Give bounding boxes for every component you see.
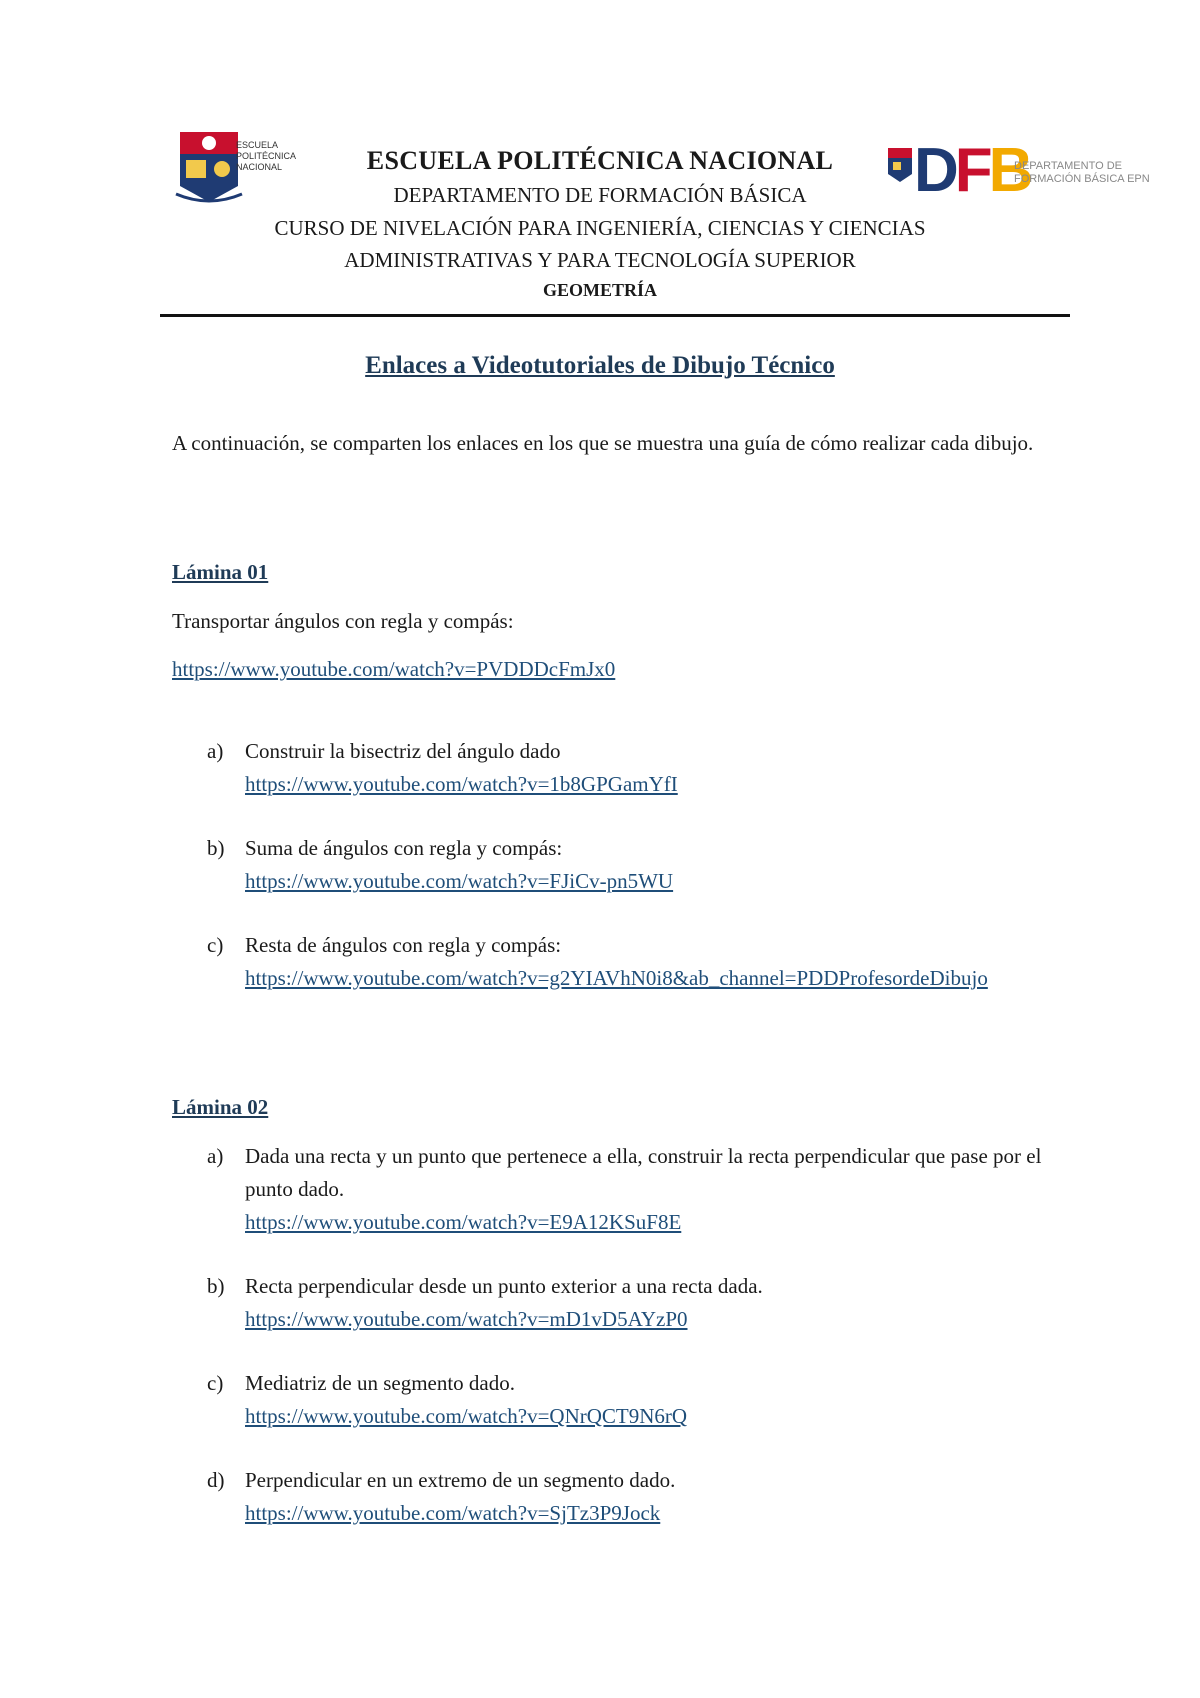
- section-heading-lamina-02: Lámina 02: [172, 1095, 269, 1119]
- video-link[interactable]: https://www.youtube.com/watch?v=g2YIAVhN0i8&ab_channel=PDDProfesordeDibujo: [245, 966, 988, 990]
- intro-paragraph: A continuación, se comparten los enlaces en los que se muestra una guía de cómo realizar cada dibujo.: [172, 431, 1034, 455]
- list-item-text: Construir la bisectriz del ángulo dado: [245, 739, 561, 763]
- lamina-01-lead-text: Transportar ángulos con regla y compás:: [172, 609, 514, 633]
- subject-title: GEOMETRÍA: [542, 280, 657, 300]
- page-title: Enlaces a Videotutoriales de Dibujo Técnico: [365, 352, 835, 379]
- list-marker: c): [207, 1371, 224, 1395]
- list-marker: a): [207, 739, 224, 763]
- lamina-01-lead-link[interactable]: https://www.youtube.com/watch?v=PVDDDcFmJx0: [172, 657, 616, 681]
- list-item-text: Dada una recta y un punto que pertenece a ella, construir la recta perpendicular que pase por el punto dado.: [245, 1144, 1042, 1201]
- list-item-text: Mediatriz de un segmento dado.: [245, 1371, 516, 1395]
- course-line-1: CURSO DE NIVELACIÓN PARA INGENIERÍA, CIENCIAS Y CIENCIAS: [274, 216, 926, 240]
- video-link[interactable]: https://www.youtube.com/watch?v=E9A12KSuF8E: [245, 1210, 682, 1234]
- section-heading-lamina-01: Lámina 01: [172, 560, 269, 584]
- video-link[interactable]: https://www.youtube.com/watch?v=1b8GPGamYfI: [245, 772, 678, 796]
- dfb-logo: [884, 136, 1174, 208]
- course-line-2: ADMINISTRATIVAS Y PARA TECNOLOGÍA SUPERIOR: [344, 248, 856, 272]
- list-item: [207, 929, 1037, 995]
- list-item-text: Recta perpendicular desde un punto exterior a una recta dada.: [245, 1274, 763, 1298]
- list-item: [207, 735, 1067, 801]
- list-item: [207, 1270, 1067, 1336]
- dfb-logo-text: DEPARTAMENTO DE FORMACIÓN BÁSICA EPN: [1014, 160, 1150, 185]
- list-item: [207, 832, 1067, 898]
- list-item: [207, 1140, 1067, 1239]
- video-link[interactable]: https://www.youtube.com/watch?v=FJiCv-pn5WU: [245, 869, 674, 893]
- list-marker: c): [207, 933, 224, 957]
- list-marker: b): [207, 1274, 225, 1298]
- school-name: ESCUELA POLITÉCNICA NACIONAL: [366, 146, 834, 175]
- list-item-text: Perpendicular en un extremo de un segmento dado.: [245, 1468, 676, 1492]
- dfb-letters: DFB: [914, 136, 1030, 205]
- video-link[interactable]: https://www.youtube.com/watch?v=mD1vD5AYzP0: [245, 1307, 688, 1331]
- department-name: DEPARTAMENTO DE FORMACIÓN BÁSICA: [393, 183, 807, 207]
- list-item-text: Suma de ángulos con regla y compás:: [245, 836, 563, 860]
- list-marker: a): [207, 1144, 224, 1168]
- video-link[interactable]: https://www.youtube.com/watch?v=SjTz3P9Jock: [245, 1501, 661, 1525]
- header-divider: [160, 314, 1070, 317]
- video-link[interactable]: https://www.youtube.com/watch?v=QNrQCT9N6rQ: [245, 1404, 688, 1428]
- list-item: [207, 1367, 1067, 1433]
- list-marker: d): [207, 1468, 225, 1492]
- list-item: [207, 1464, 1067, 1530]
- list-marker: b): [207, 836, 225, 860]
- epn-logo: [174, 130, 304, 210]
- list-item-text: Resta de ángulos con regla y compás:: [245, 933, 562, 957]
- epn-logo-text: ESCUELA POLITÉCNICA NACIONAL: [236, 140, 296, 172]
